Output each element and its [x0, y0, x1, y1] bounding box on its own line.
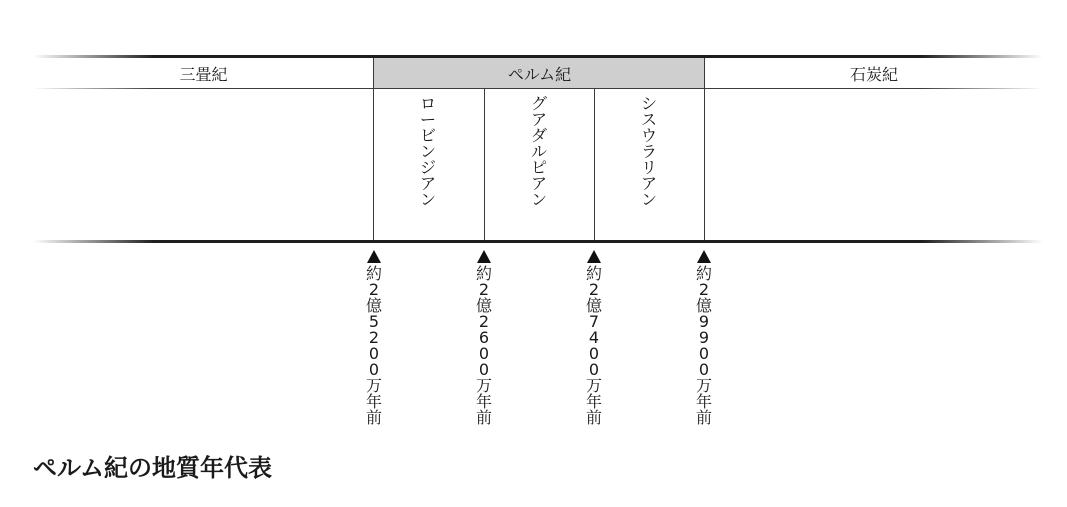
glyph: 約	[585, 264, 602, 283]
boundary-marker-2	[477, 250, 491, 263]
glyph: 億	[695, 296, 712, 315]
glyph: 年	[695, 392, 712, 411]
stage-cisuralian	[639, 96, 659, 208]
triassic-label: 三畳紀	[179, 64, 228, 84]
glyph: 7	[588, 312, 600, 331]
glyph: ン	[419, 142, 436, 161]
glyph: 前	[585, 408, 602, 427]
glyph: 前	[475, 408, 492, 427]
glyph: 万	[365, 376, 382, 395]
glyph: 0	[698, 360, 710, 379]
glyph: シ	[640, 94, 657, 113]
glyph: ア	[640, 174, 657, 193]
boundary-line-2	[484, 89, 485, 240]
boundary-marker-3	[587, 250, 601, 263]
boundary-line-4	[704, 58, 705, 240]
carboniferous-label: 石炭紀	[849, 64, 898, 84]
glyph: 万	[695, 376, 712, 395]
glyph: 億	[475, 296, 492, 315]
triassic-header	[33, 58, 374, 88]
glyph: ダ	[530, 126, 547, 145]
glyph: 0	[478, 360, 490, 379]
glyph: 2	[478, 312, 490, 331]
boundary-age-1	[364, 266, 384, 426]
glyph: ウ	[640, 126, 657, 145]
glyph: 万	[475, 376, 492, 395]
permian-header	[374, 58, 705, 88]
glyph: 0	[368, 360, 380, 379]
glyph: ン	[530, 190, 547, 209]
glyph: ア	[530, 174, 547, 193]
glyph: 年	[365, 392, 382, 411]
glyph: 万	[585, 376, 602, 395]
glyph: ア	[530, 110, 547, 129]
glyph: 2	[588, 280, 600, 299]
glyph: 5	[368, 312, 380, 331]
glyph: グ	[530, 94, 547, 113]
carboniferous-header	[705, 58, 1043, 88]
boundary-marker-1	[367, 250, 381, 263]
boundary-age-2	[474, 266, 494, 426]
glyph: 年	[475, 392, 492, 411]
glyph: 9	[698, 328, 710, 347]
glyph: 約	[365, 264, 382, 283]
glyph: リ	[640, 158, 657, 177]
glyph: 0	[368, 344, 380, 363]
glyph: 6	[478, 328, 490, 347]
glyph: 2	[368, 280, 380, 299]
glyph: 億	[585, 296, 602, 315]
glyph: 約	[475, 264, 492, 283]
boundary-age-3	[584, 266, 604, 426]
glyph: ジ	[419, 158, 436, 177]
boundary-line-3	[594, 89, 595, 240]
glyph: 0	[588, 344, 600, 363]
glyph: 9	[698, 312, 710, 331]
stage-guadalupian	[529, 96, 549, 208]
boundary-marker-4	[697, 250, 711, 263]
glyph: ラ	[640, 142, 657, 161]
glyph: ビ	[419, 126, 436, 145]
glyph: ー	[419, 110, 436, 129]
glyph: ス	[640, 110, 657, 129]
glyph: ン	[419, 190, 436, 209]
boundary-age-4	[694, 266, 714, 426]
boundary-line-1	[373, 58, 374, 240]
glyph: 2	[368, 328, 380, 347]
header-divider	[33, 88, 1043, 89]
glyph: 0	[698, 344, 710, 363]
glyph: 2	[698, 280, 710, 299]
glyph: 0	[588, 360, 600, 379]
glyph: 約	[695, 264, 712, 283]
glyph: ロ	[419, 94, 436, 113]
permian-label: ペルム紀	[507, 64, 572, 84]
glyph: ピ	[530, 158, 547, 177]
glyph: 億	[365, 296, 382, 315]
glyph: 2	[478, 280, 490, 299]
glyph: ン	[640, 190, 657, 209]
bottom-rule	[33, 240, 1043, 243]
glyph: 前	[365, 408, 382, 427]
stage-lopingian	[418, 96, 438, 208]
caption-title: ペルム紀の地質年代表	[33, 453, 273, 482]
glyph: 年	[585, 392, 602, 411]
glyph: 0	[478, 344, 490, 363]
glyph: ア	[419, 174, 436, 193]
glyph: ル	[530, 142, 547, 161]
glyph: 前	[695, 408, 712, 427]
glyph: 4	[588, 328, 600, 347]
